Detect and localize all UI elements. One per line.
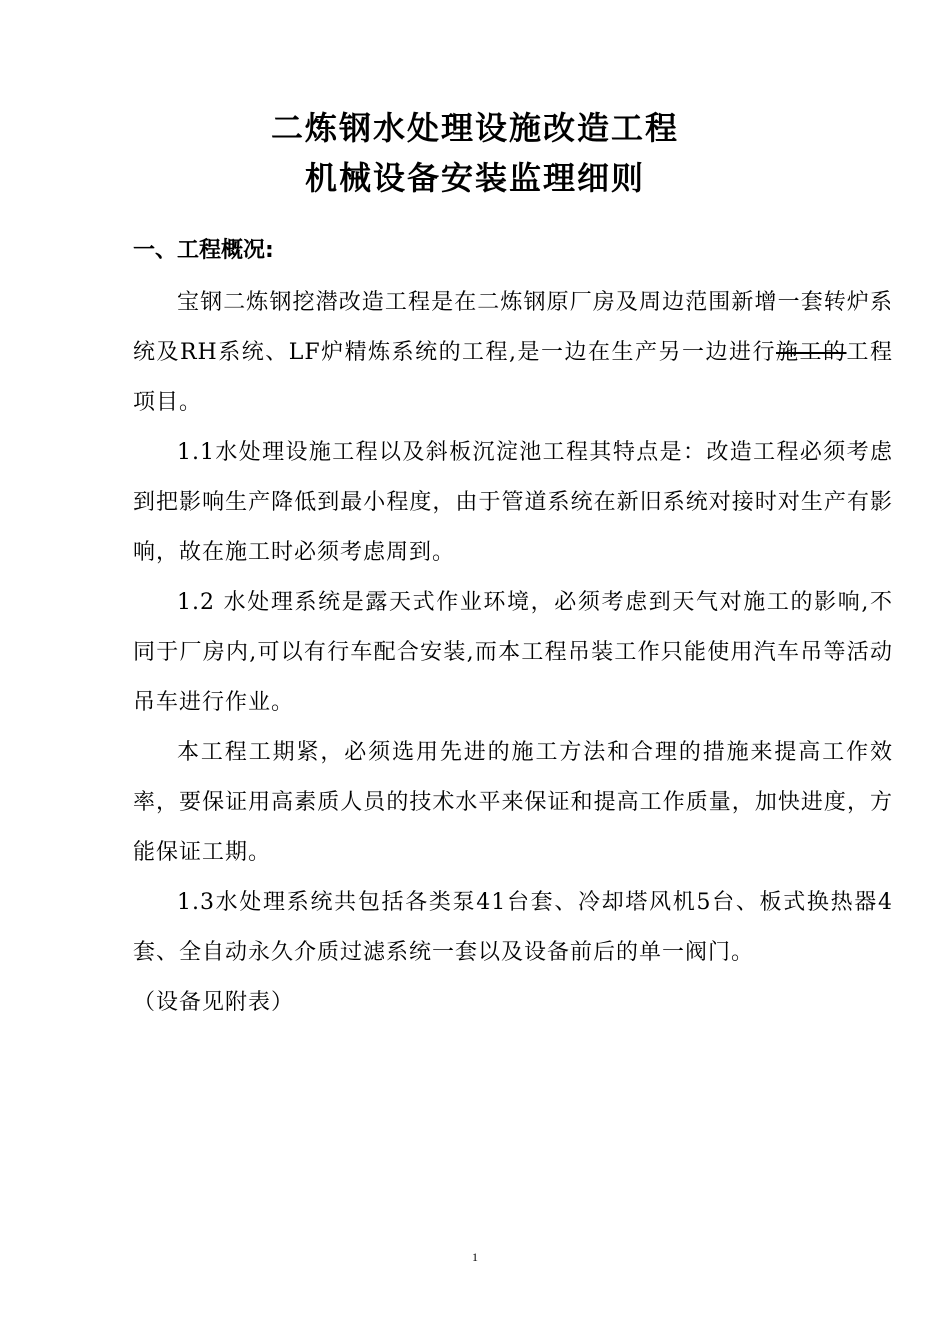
section-heading: 一、工程概况: bbox=[133, 238, 274, 263]
paragraph-overview-end: 工程项目。 bbox=[133, 340, 893, 415]
paragraph-schedule: 本工程工期紧，必须选用先进的施工方法和合理的措施来提高工作效率，要保证用高素质人员的技术水平来保证和提高工作质量，加快进度，方能保证工期。 bbox=[133, 740, 893, 865]
equipment-note: （设备见附表） bbox=[133, 990, 295, 1015]
document-title-line-1: 二炼钢水处理设施改造工程 bbox=[270, 109, 679, 147]
paragraph-overview-text: 宝钢二炼钢挖潜改造工程是在二炼钢原厂房及周边范围新增一套转炉系统及RH系统、LF炉精炼系统的工程,是一边在生产另一边进行 bbox=[133, 290, 893, 365]
page-number: 1 bbox=[472, 1250, 478, 1264]
paragraph-overview bbox=[133, 278, 893, 428]
paragraph-1-2: 1.2 水处理系统是露天式作业环境，必须考虑到天气对施工的影响,不同于厂房内,可以有行车配合安装,而本工程吊装工作只能使用汽车吊等活动吊车进行作业。 bbox=[133, 590, 893, 715]
struck-text: 施工的 bbox=[775, 340, 847, 365]
document-title-line-2: 机械设备安装监理细则 bbox=[304, 159, 645, 197]
paragraph-1-3: 1.3水处理系统共包括各类泵41台套、冷却塔风机5台、板式换热器4套、全自动永久介质过滤系统一套以及设备前后的单一阀门。 bbox=[133, 890, 893, 965]
paragraph-1-1: 1.1水处理设施工程以及斜板沉淀池工程其特点是：改造工程必须考虑到把影响生产降低到最小程度，由于管道系统在新旧系统对接时对生产有影响，故在施工时必须考虑周到。 bbox=[133, 440, 893, 565]
